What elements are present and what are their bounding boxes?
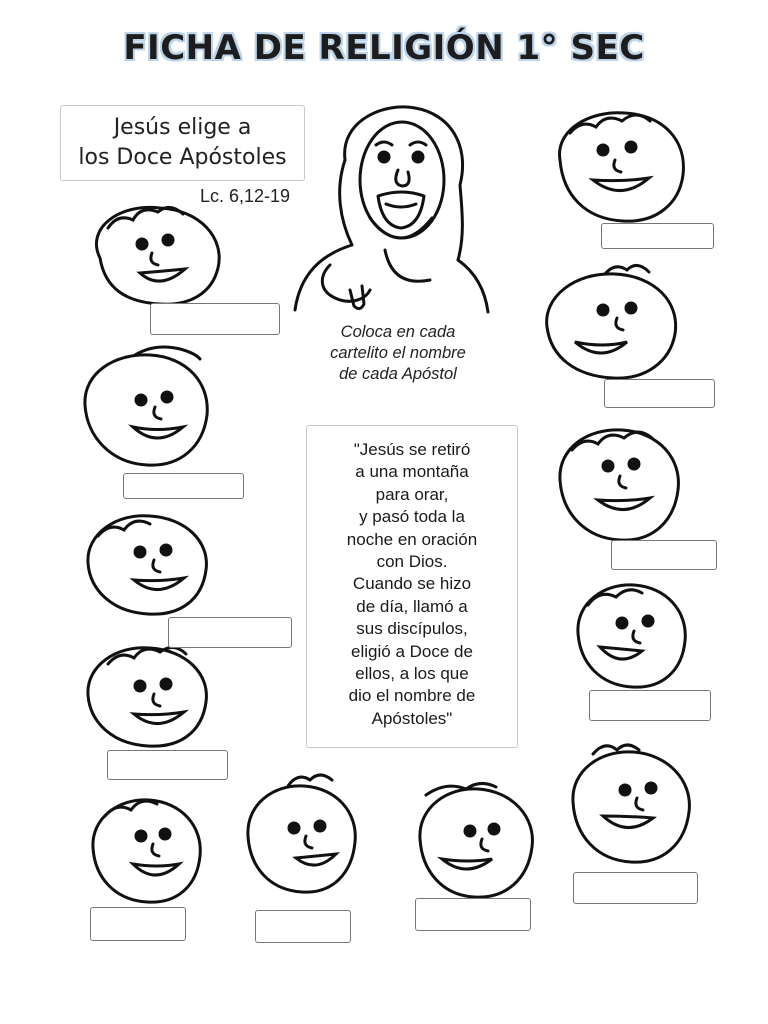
apostle-name-field[interactable] (604, 379, 715, 408)
heading-line-1: Jesús elige a (113, 115, 252, 140)
quote-line: sus discípulos, (356, 619, 468, 639)
apostle-face-icon (240, 770, 365, 902)
quote-line: con Dios. (376, 552, 448, 572)
quote-line: "Jesús se retiró (353, 440, 471, 459)
quote-line: a una montaña (355, 462, 469, 482)
apostle-face-icon (412, 775, 542, 905)
page-title: FICHA DE RELIGIÓN 1° SEC (123, 28, 645, 68)
quote-line: dio el nombre de (348, 686, 476, 706)
apostle-name-field[interactable] (107, 750, 228, 780)
apostle-face-icon (80, 198, 230, 310)
apostle-name-field[interactable] (168, 617, 292, 648)
apostle-name-field[interactable] (611, 540, 717, 570)
jesus-figure-icon (290, 100, 490, 315)
instruction-line-3: de cada Apóstol (339, 365, 457, 383)
apostle-face-icon (545, 105, 695, 230)
apostle-face-icon (565, 740, 700, 870)
instruction-line-2: cartelito el nombre (330, 344, 466, 362)
apostle-face-icon (550, 420, 690, 548)
quote-line: ellos, a los que (355, 664, 469, 684)
quote-line: eligió a Doce de (351, 641, 473, 661)
apostle-face-icon (78, 508, 218, 620)
quote-line: Cuando se hizo (352, 574, 472, 594)
quote-line: de día, llamó a (356, 596, 468, 616)
heading-box (60, 105, 305, 181)
instruction-line-1: Coloca en cada (340, 323, 456, 341)
bible-reference: Lc. 6,12-19 (200, 186, 291, 206)
apostle-name-field[interactable] (255, 910, 351, 943)
instruction-text (318, 322, 478, 385)
apostle-name-field[interactable] (601, 223, 714, 249)
quote-line: para orar, (375, 484, 449, 504)
apostle-face-icon (75, 345, 220, 473)
quote-line: y pasó toda la (359, 507, 465, 527)
apostle-face-icon (535, 262, 685, 384)
apostle-name-field[interactable] (123, 473, 244, 499)
apostle-name-field[interactable] (589, 690, 711, 721)
quote-line: Apóstoles" (371, 708, 453, 728)
apostle-name-field[interactable] (573, 872, 698, 904)
apostle-name-field[interactable] (90, 907, 186, 941)
apostle-name-field[interactable] (415, 898, 531, 931)
apostle-face-icon (78, 640, 218, 752)
apostle-name-field[interactable] (150, 303, 280, 335)
heading-line-2: los Doce Apóstoles (78, 145, 287, 170)
quote-box (306, 425, 518, 748)
quote-line: noche en oración (346, 529, 478, 549)
apostle-face-icon (85, 790, 210, 910)
apostle-face-icon (570, 575, 695, 695)
